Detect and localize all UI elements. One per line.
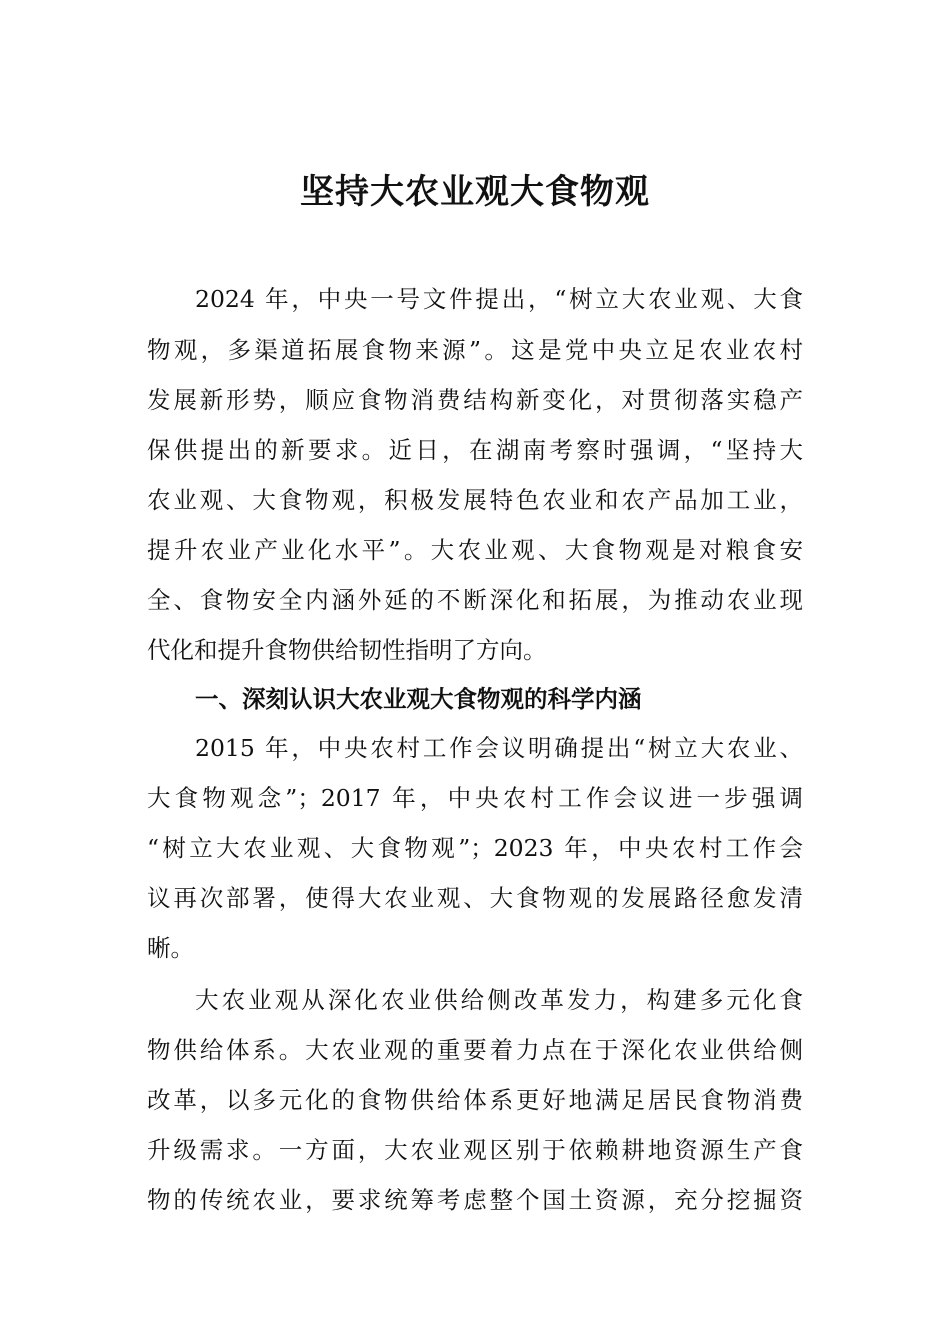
paragraph-1-line-1: 2024 年，中央一号文件提出，“树立大农业观、大食 bbox=[195, 285, 803, 313]
section-heading: 一、深刻认识大农业观大食物观的科学内涵 bbox=[195, 685, 642, 713]
paragraph-2-line-2: 大食物观念”；2017 年，中央农村工作会议进一步强调 bbox=[147, 784, 803, 812]
paragraph-1-line-5: 农业观、大食物观，积极发展特色农业和农产品加工业， bbox=[147, 486, 803, 514]
paragraph-3-line-4: 升级需求。一方面，大农业观区别于依赖耕地资源生产食 bbox=[147, 1136, 803, 1164]
paragraph-3-line-3: 改革，以多元化的食物供给体系更好地满足居民食物消费 bbox=[147, 1086, 803, 1114]
paragraph-1-line-6: 提升农业产业化水平”。大农业观、大食物观是对粮食安 bbox=[147, 536, 803, 564]
paragraph-1-line-8: 代化和提升食物供给韧性指明了方向。 bbox=[147, 636, 547, 664]
paragraph-2-line-5: 晰。 bbox=[147, 934, 194, 962]
document-title: 坚持大农业观大食物观 bbox=[300, 172, 650, 212]
paragraph-2-line-3: “树立大农业观、大食物观”；2023 年，中央农村工作会 bbox=[147, 834, 803, 862]
paragraph-3-line-1: 大农业观从深化农业供给侧改革发力，构建多元化食 bbox=[195, 986, 803, 1014]
paragraph-3-line-2: 物供给体系。大农业观的重要着力点在于深化农业供给侧 bbox=[147, 1036, 803, 1064]
paragraph-1-line-2: 物观，多渠道拓展食物来源”。这是党中央立足农业农村 bbox=[147, 336, 803, 364]
paragraph-1-line-3: 发展新形势，顺应食物消费结构新变化，对贯彻落实稳产 bbox=[147, 386, 803, 414]
paragraph-2-line-4: 议再次部署，使得大农业观、大食物观的发展路径愈发清 bbox=[147, 884, 803, 912]
paragraph-1-line-7: 全、食物安全内涵外延的不断深化和拓展，为推动农业现 bbox=[147, 586, 803, 614]
paragraph-2-line-1: 2015 年，中央农村工作会议明确提出“树立大农业、 bbox=[195, 734, 803, 762]
paragraph-3-line-5: 物的传统农业，要求统筹考虑整个国土资源，充分挖掘资 bbox=[147, 1186, 803, 1214]
paragraph-1-line-4: 保供提出的新要求。近日，在湖南考察时强调，“坚持大 bbox=[147, 436, 803, 464]
